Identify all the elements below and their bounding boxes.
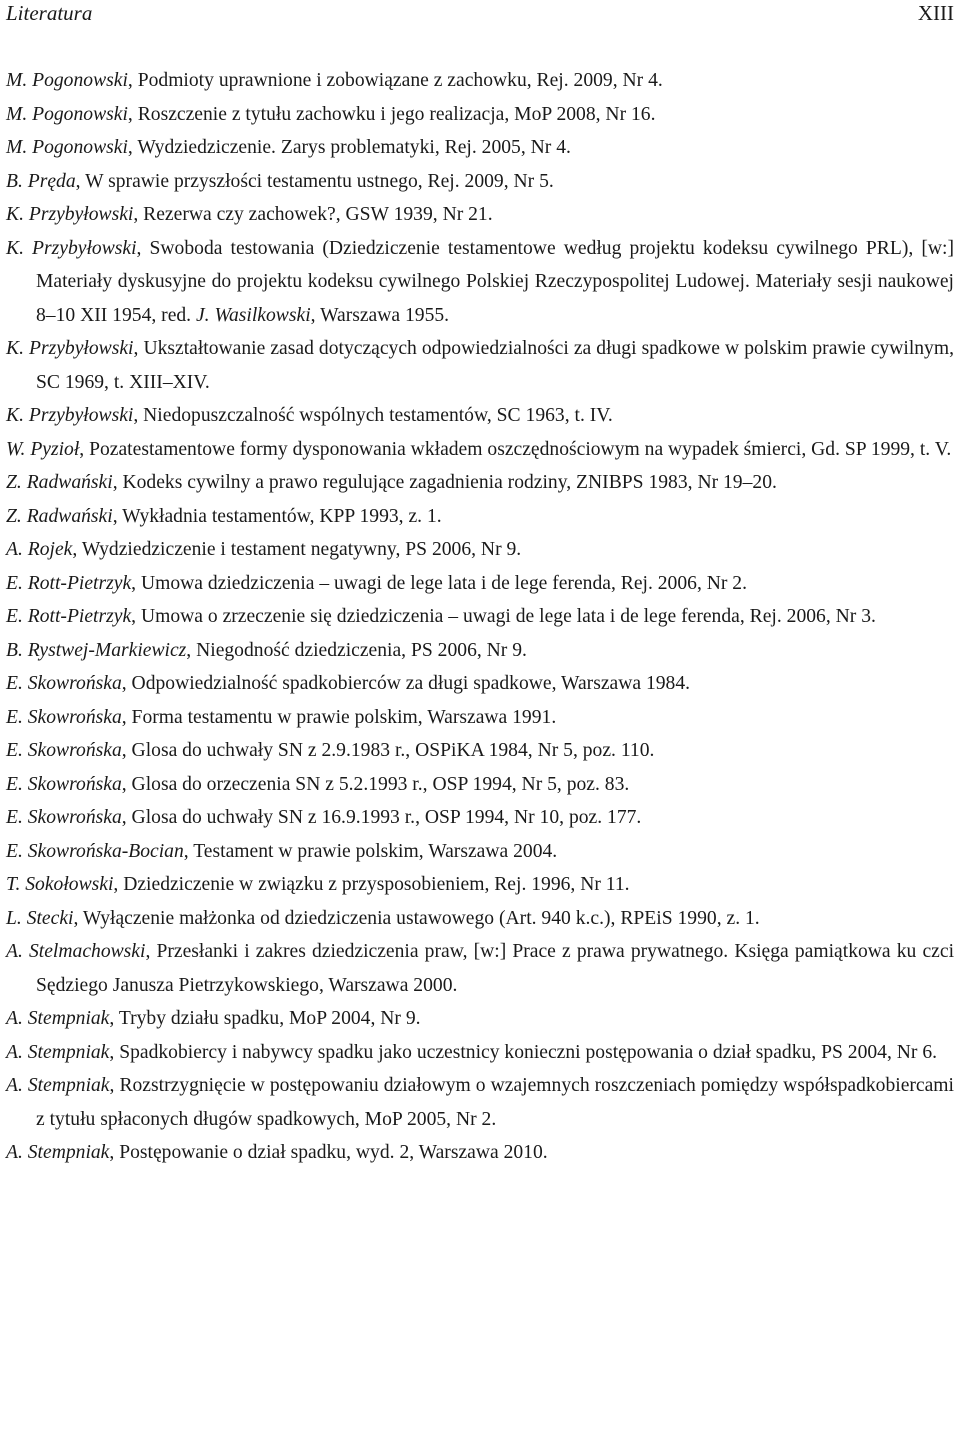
- entry-author: A. Stempniak: [6, 1142, 110, 1163]
- entry-text: , Tryby działu spadku, MoP 2004, Nr 9.: [109, 1008, 421, 1029]
- entry-author: K. Przybyłowski: [6, 338, 134, 359]
- entry-text: , Pozatestamentowe formy dysponowania wkładem oszczędnościowym na wypadek śmierci, Gd. SP 1999, t. V.: [79, 438, 952, 460]
- running-head-title: Literatura: [6, 1, 93, 25]
- bibliography-entry: [6, 1069, 954, 1136]
- entry-text: , Niegodność dziedziczenia, PS 2006, Nr 9.: [186, 639, 527, 661]
- bibliography-entry: [6, 433, 954, 467]
- entry-author: E. Rott-Pietrzyk: [6, 572, 132, 594]
- entry-text: , Niedopuszczalność wspólnych testamentów, SC 1963, t. IV.: [133, 405, 613, 426]
- page-number: XIII: [917, 1, 954, 25]
- bibliography-entry: [6, 935, 954, 1002]
- bibliography-entry: [6, 399, 954, 433]
- bibliography-entry: [6, 567, 954, 601]
- bibliography-entry: [6, 332, 954, 399]
- bibliography-entry: [6, 1002, 954, 1036]
- entry-author: M. Pogonowski: [6, 103, 128, 125]
- entry-author: Z. Radwański: [6, 505, 113, 527]
- bibliography-entry: [6, 232, 954, 333]
- entry-author: A. Stelmachowski: [6, 941, 146, 962]
- bibliography-entry: [6, 701, 954, 735]
- bibliography-entry: [6, 600, 954, 634]
- entry-author: E. Skowrońska: [6, 807, 122, 828]
- bibliography-entry: [6, 500, 954, 534]
- bibliography-entry: [6, 902, 954, 936]
- bibliography-entry: [6, 1036, 954, 1070]
- entry-text: , Umowa o zrzeczenie się dziedziczenia – uwagi de lege lata i de lege ferenda, Rej. 2006, Nr 3.: [131, 606, 876, 627]
- entry-text: , Kodeks cywilny a prawo regulujące zagadnienia rodziny, ZNIBPS 1983, Nr 19–20.: [112, 472, 777, 493]
- bibliography-entry: [6, 634, 954, 668]
- entry-text-continued: , Warszawa 1955.: [310, 304, 450, 326]
- entry-author: K. Przybyłowski: [6, 204, 134, 225]
- entry-author: E. Rott-Pietrzyk: [6, 606, 132, 627]
- bibliography-entry: [6, 98, 954, 132]
- entry-author: B. Rystwej-Markiewicz: [6, 639, 187, 661]
- entry-text: , Odpowiedzialność spadkobierców za długi spadkowe, Warszawa 1984.: [121, 673, 691, 694]
- entry-author: K. Przybyłowski: [6, 405, 134, 426]
- running-head: [6, 0, 954, 26]
- entry-author: M. Pogonowski: [6, 70, 128, 91]
- bibliography-entry: [6, 64, 954, 98]
- entry-author: Z. Radwański: [6, 472, 113, 493]
- entry-author: W. Pyzioł: [6, 438, 80, 460]
- entry-author: E. Skowrońska: [6, 740, 122, 761]
- bibliography-entry: [6, 165, 954, 199]
- entry-text: , Glosa do uchwały SN z 2.9.1983 r., OSPiKA 1984, Nr 5, poz. 110.: [121, 740, 655, 761]
- entry-text: , Forma testamentu w prawie polskim, Warszawa 1991.: [121, 706, 557, 728]
- entry-text: , Ukształtowanie zasad dotyczących odpowiedzialności za długi spadkowe w polskim prawie cywilnym, SC 1969, t. XIII–XIV.: [36, 338, 954, 393]
- entry-text: , Glosa do orzeczenia SN z 5.2.1993 r., OSP 1994, Nr 5, poz. 83.: [121, 773, 630, 795]
- entry-text: , Dziedziczenie w związku z przysposobieniem, Rej. 1996, Nr 11.: [113, 874, 630, 895]
- bibliography-entry: [6, 768, 954, 802]
- bibliography-entry: [6, 667, 954, 701]
- entry-text: , Wykładnia testamentów, KPP 1993, z. 1.: [112, 505, 442, 527]
- entry-author: E. Skowrońska: [6, 706, 122, 728]
- bibliography-entry: [6, 835, 954, 869]
- bibliography-entry: [6, 734, 954, 768]
- bibliography-entry: [6, 801, 954, 835]
- bibliography-entry: [6, 131, 954, 165]
- entry-author: A. Stempniak: [6, 1008, 110, 1029]
- entry-text: , Wydziedziczenie i testament negatywny, PS 2006, Nr 9.: [72, 539, 522, 560]
- entry-text: , Podmioty uprawnione i zobowiązane z zachowku, Rej. 2009, Nr 4.: [127, 70, 663, 91]
- entry-text: , Glosa do uchwały SN z 16.9.1993 r., OSP 1994, Nr 10, poz. 177.: [121, 807, 642, 828]
- entry-text: , Postępowanie o dział spadku, wyd. 2, Warszawa 2010.: [109, 1142, 548, 1163]
- entry-author: T. Sokołowski: [6, 874, 114, 895]
- entry-text: , Przesłanki i zakres dziedziczenia praw, [w:] Prace z prawa prywatnego. Księga pamiątkowa ku czci Sędziego Janusza Pietrzykowskiego, Warszawa 2000.: [36, 941, 955, 996]
- entry-text: , Rozstrzygnięcie w postępowaniu działowym o wzajemnych roszczeniach pomiędzy współspadkobiercami z tytułu spłaconych długów spadkowych, MoP 2005, Nr 2.: [36, 1075, 954, 1130]
- entry-text: , Umowa dziedziczenia – uwagi de lege lata i de lege ferenda, Rej. 2006, Nr 2.: [131, 572, 748, 594]
- entry-author: B. Pręda: [6, 170, 76, 192]
- bibliography-entry: [6, 198, 954, 232]
- entry-author: E. Skowrońska: [6, 673, 122, 694]
- entry-text: , Wyłączenie małżonka od dziedziczenia ustawowego (Art. 940 k.c.), RPEiS 1990, z. 1.: [73, 907, 760, 929]
- entry-text: , Rezerwa czy zachowek?, GSW 1939, Nr 21.: [133, 204, 493, 225]
- entry-text: , Wydziedziczenie. Zarys problematyki, Rej. 2005, Nr 4.: [127, 137, 571, 158]
- entry-text: , Testament w prawie polskim, Warszawa 2004.: [183, 840, 558, 862]
- bibliography-entry: [6, 533, 954, 567]
- bibliography-entry: [6, 1136, 954, 1170]
- entry-author: M. Pogonowski: [6, 137, 128, 158]
- entry-author: E. Skowrońska: [6, 773, 122, 795]
- entry-text: , Spadkobiercy i nabywcy spadku jako uczestnicy konieczni postępowania o dział spadku, PS 2004, Nr 6.: [109, 1041, 938, 1063]
- bibliography-list: [6, 64, 954, 1170]
- entry-author: K. Przybyłowski: [6, 237, 137, 259]
- bibliography-entry: [6, 868, 954, 902]
- entry-author: A. Stempniak: [6, 1075, 110, 1096]
- entry-text: , Roszczenie z tytułu zachowku i jego realizacja, MoP 2008, Nr 16.: [127, 103, 656, 125]
- entry-author: L. Stecki: [6, 907, 74, 929]
- bibliography-entry: [6, 466, 954, 500]
- entry-text: , Swoboda testowania (Dziedziczenie testamentowe według projektu kodeksu cywilnego PRL), [w:] Materiały dyskusyjne do projektu kodeksu cywilnego Polskiej Rzeczypospolitej Ludowej. Materiały sesji naukowej 8–10 XII 1954, red.: [36, 237, 954, 326]
- entry-author: A. Stempniak: [6, 1041, 110, 1063]
- entry-editor: J. Wasilkowski: [195, 304, 311, 326]
- entry-author: E. Skowrońska-Bocian: [6, 840, 184, 862]
- entry-text: , W sprawie przyszłości testamentu ustnego, Rej. 2009, Nr 5.: [75, 170, 554, 192]
- entry-author: A. Rojek: [6, 539, 73, 560]
